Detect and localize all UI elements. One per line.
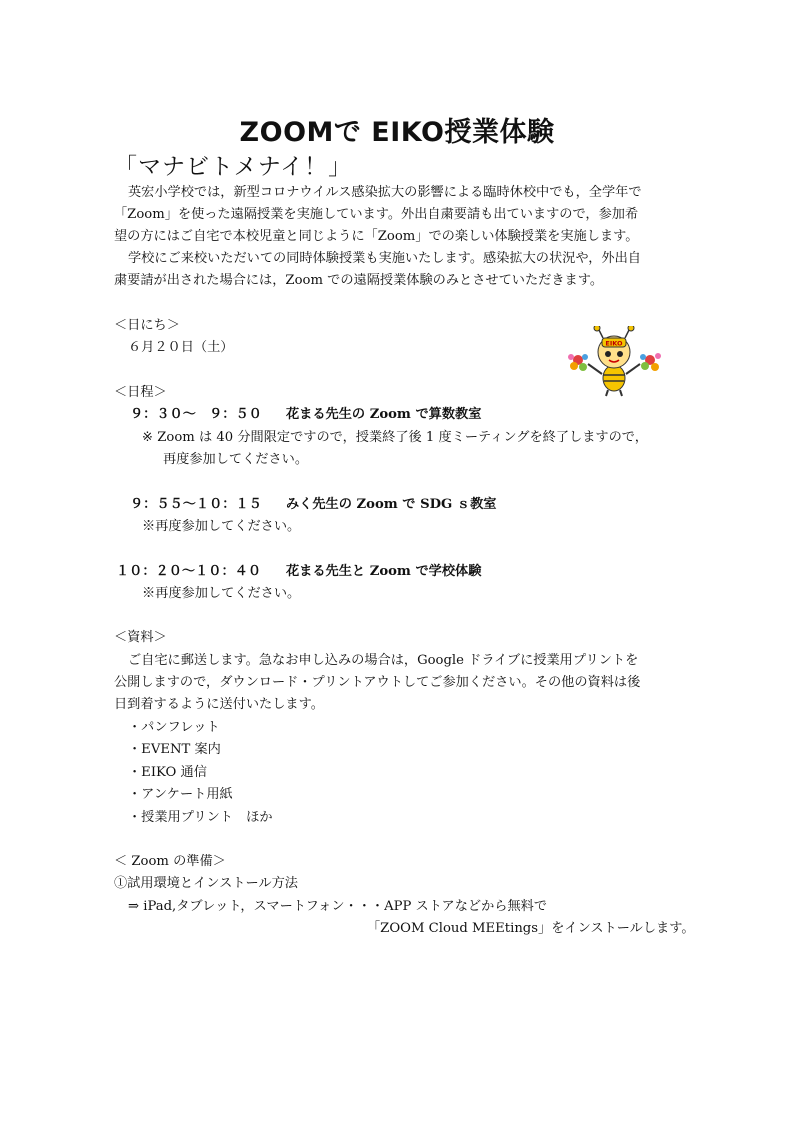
page-title: ZOOMで EIKO授業体験 (239, 117, 555, 148)
zoom-heading: ＜ Zoom の準備＞ (114, 854, 226, 869)
zoom-item: ①試用環境とインストール方法 (114, 876, 298, 891)
zoom-text: 「ZOOM Cloud MEEtings」をインストールします。 (367, 921, 695, 936)
date-heading: ＜日にち＞ (114, 318, 180, 333)
intro-line: 「Zoom」を使った遠隔授業を実施しています。外出自粛要請も出ていますので，参加希 (114, 207, 639, 222)
intro-line: 学校にご来校いただいての同時体験授業も実施いたします。感染拡大の状況や，外出自 (128, 251, 641, 266)
schedule-desc: 花まる先生と Zoom で学校体験 (286, 564, 482, 579)
intro-line: 望の方にはご自宅で本校児童と同じように「Zoom」での楽しい体験授業を実施します。 (114, 229, 639, 244)
schedule-note: ※再度参加してください。 (142, 519, 301, 534)
materials-list-item: ・授業用プリント ほか (128, 810, 273, 825)
intro-line: 粛要請が出された場合には，Zoom での遠隔授業体験のみとさせていただきます。 (114, 273, 604, 288)
intro-line: 英宏小学校では，新型コロナウイルス感染拡大の影響による臨時休校中でも，全学年で (128, 185, 642, 200)
materials-text: 公開しますので，ダウンロード・プリントアウトしてご参加ください。その他の資料は後 (114, 675, 641, 690)
date-value: ６月２０日（土） (128, 340, 234, 355)
materials-text: ご自宅に郵送します。急なお申し込みの場合は，Google ドライブに授業用プリントを (128, 653, 639, 668)
materials-heading: ＜資料＞ (114, 630, 167, 645)
materials-list-item: ・EVENT 案内 (128, 742, 221, 757)
materials-list-item: ・パンフレット (128, 720, 220, 735)
materials-list-item: ・アンケート用紙 (128, 787, 233, 802)
schedule-desc: 花まる先生の Zoom で算数教室 (286, 407, 482, 422)
schedule-desc: みく先生の Zoom で SDG ｓ教室 (286, 497, 497, 512)
materials-text: 日到着するように送付いたします。 (114, 697, 324, 712)
schedule-note: ※再度参加してください。 (142, 586, 301, 601)
page-subtitle: 「マナビトメナイ！」 (114, 154, 353, 180)
schedule-time: ９：３０～ ９：５０ (130, 407, 262, 422)
schedule-time: １０：２０～１０：４０ (116, 564, 262, 579)
schedule-note: 再度参加してください。 (163, 452, 309, 467)
schedule-note: ※ Zoom は 40 分間限定ですので，授業終了後 1 度ミーティングを終了しますので， (142, 430, 648, 445)
zoom-text: ⇒ iPad,タブレット，スマートフォン・・・APP ストアなどから無料で (128, 899, 548, 914)
schedule-heading: ＜日程＞ (114, 385, 167, 400)
bee-mascot-image (562, 326, 668, 398)
materials-list-item: ・EIKO 通信 (128, 765, 207, 780)
schedule-time: ９：５５～１０：１５ (130, 497, 262, 512)
mascot-badge-text: EIKO (605, 339, 623, 348)
